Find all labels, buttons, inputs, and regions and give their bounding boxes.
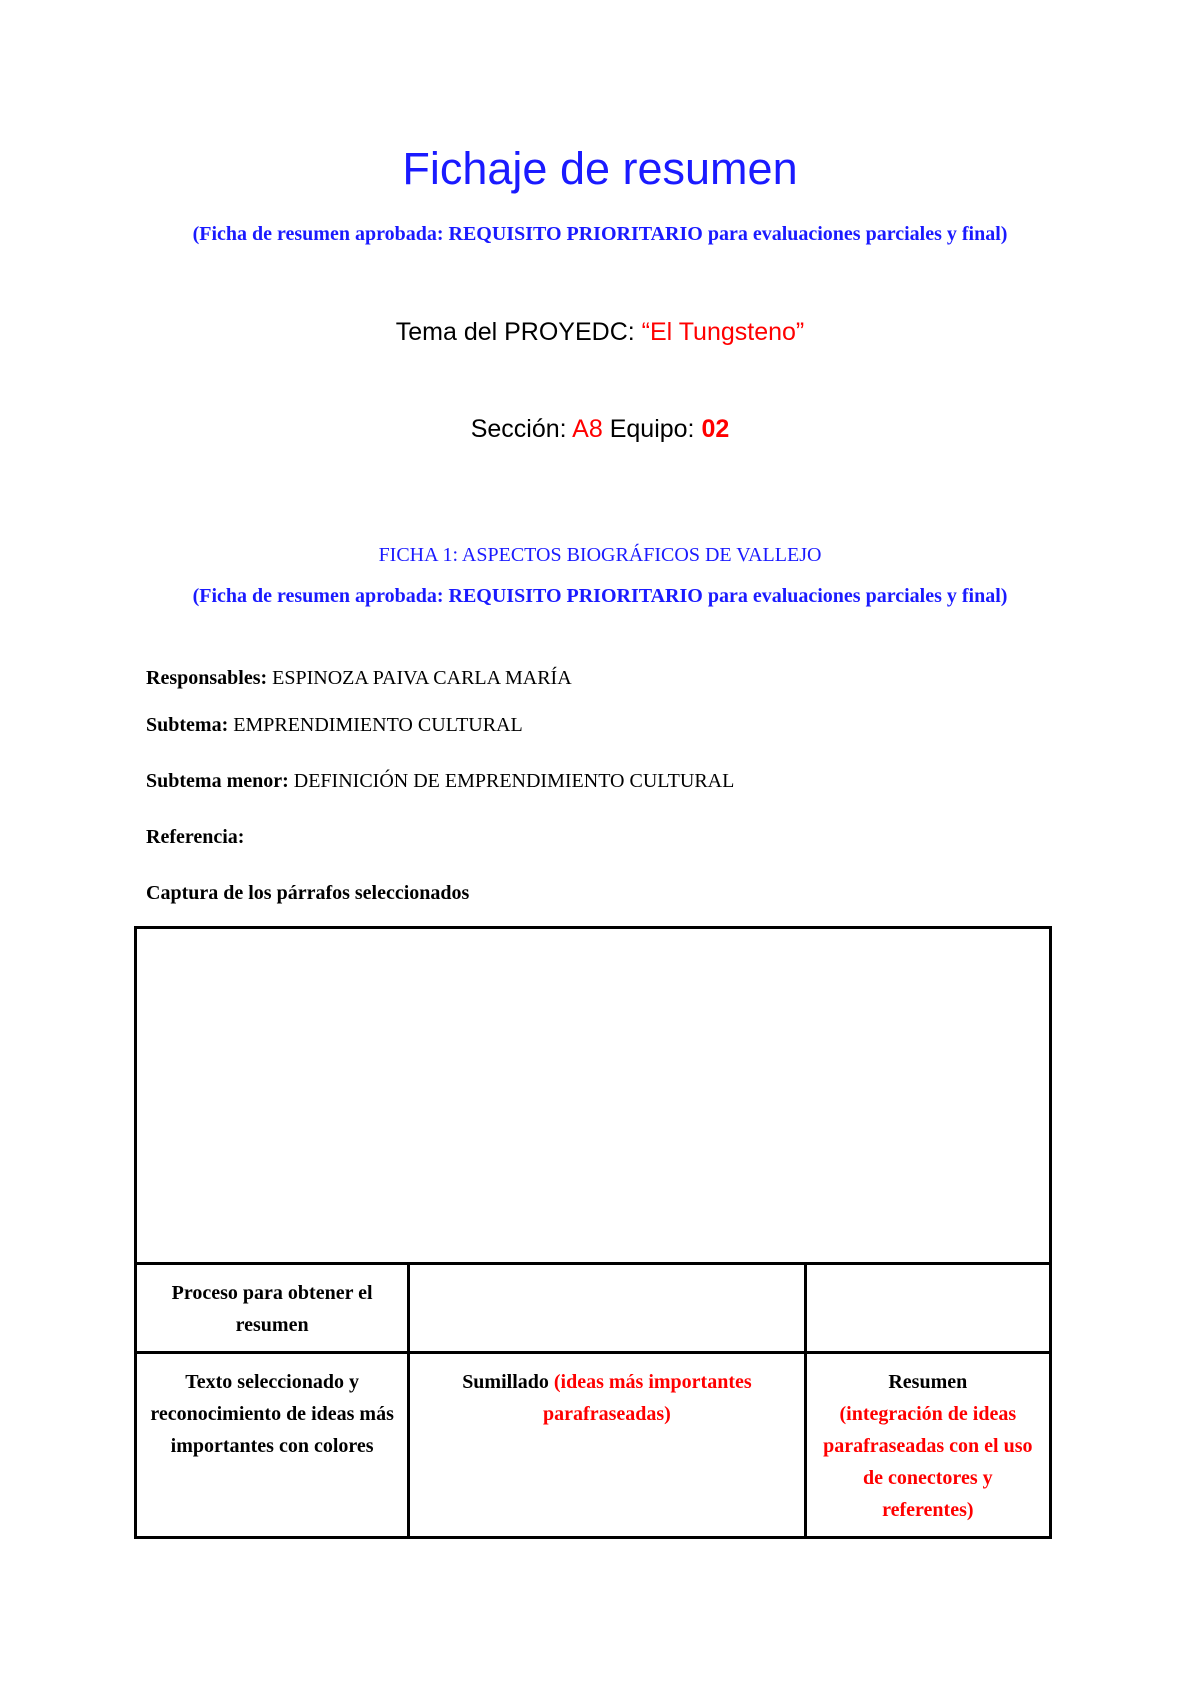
- proceso-cell: [136, 1264, 409, 1353]
- referencia-label: Referencia:: [146, 826, 245, 848]
- page-title: Fichaje de resumen: [402, 143, 798, 194]
- seccion-value: A8: [572, 415, 603, 443]
- ficha-heading: FICHA 1: ASPECTOS BIOGRÁFICOS DE VALLEJO: [378, 544, 822, 566]
- sumillado-cell: [409, 1353, 805, 1538]
- tema-value: “El Tungsteno”: [641, 318, 805, 346]
- subtema-field: [146, 715, 523, 735]
- sumillado-note: (ideas más importantes parafraseadas): [543, 1371, 752, 1425]
- sumillado-label: Sumillado: [462, 1371, 554, 1393]
- equipo-label: Equipo:: [602, 415, 702, 443]
- proceso-label: Proceso para obtener el resumen: [171, 1282, 373, 1336]
- approval-note-top: (Ficha de resumen aprobada: REQUISITO PRIORITARIO para evaluaciones parciales y final): [192, 223, 1008, 245]
- resumen-cell: [805, 1353, 1050, 1538]
- responsables-field: [146, 668, 572, 688]
- texto-seleccionado-label: Texto seleccionado y reconocimiento de ideas más importantes con colores: [150, 1371, 394, 1457]
- seccion-line: [0, 417, 1200, 442]
- resumen-label: Resumen: [888, 1371, 968, 1393]
- texto-seleccionado-cell: [136, 1353, 409, 1538]
- subtema-label: Subtema:: [146, 714, 229, 736]
- subtema-menor-field: [146, 771, 734, 791]
- captura-field: [146, 883, 469, 903]
- empty-cell-middle[interactable]: [409, 1264, 805, 1353]
- capture-area[interactable]: [136, 928, 1051, 1264]
- resumen-note: (integración de ideas parafraseadas con el uso de conectores y referentes): [823, 1403, 1033, 1521]
- subtema-menor-label: Subtema menor:: [146, 770, 289, 792]
- summary-table: [134, 926, 1052, 1539]
- responsables-value: ESPINOZA PAIVA CARLA MARÍA: [267, 667, 572, 689]
- tema-line: [0, 320, 1200, 345]
- tema-label: Tema del PROYEDC:: [395, 318, 642, 346]
- captura-label: Captura de los párrafos seleccionados: [146, 882, 470, 904]
- approval-note-ficha: (Ficha de resumen aprobada: REQUISITO PRIORITARIO para evaluaciones parciales y final): [192, 585, 1008, 607]
- responsables-label: Responsables:: [146, 667, 268, 689]
- subtema-value: EMPRENDIMIENTO CULTURAL: [228, 714, 523, 736]
- equipo-value: 02: [701, 415, 730, 443]
- seccion-label: Sección:: [470, 415, 573, 443]
- empty-cell-right[interactable]: [805, 1264, 1050, 1353]
- referencia-field: [146, 827, 244, 847]
- subtema-menor-value: DEFINICIÓN DE EMPRENDIMIENTO CULTURAL: [288, 770, 735, 792]
